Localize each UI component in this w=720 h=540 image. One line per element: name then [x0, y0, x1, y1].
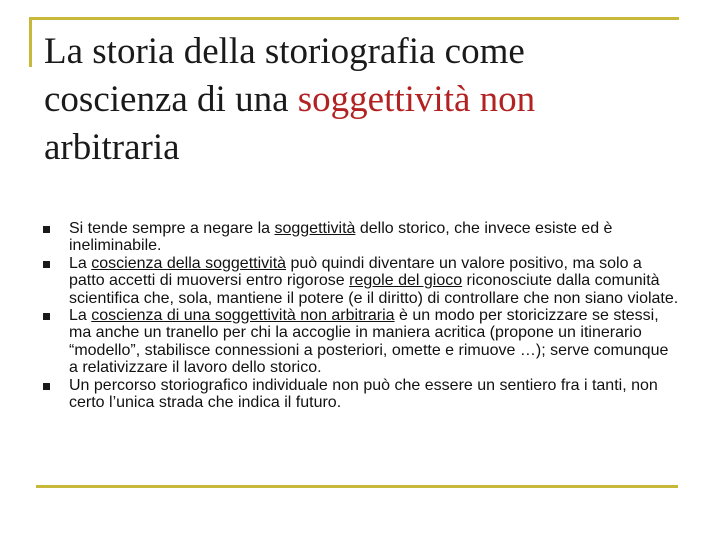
square-bullet-icon: [43, 261, 50, 268]
bullet-item: [40, 255, 680, 307]
bullet-text: riconosciute dalla comunità scientifica che, sola, mantiene il potere (e il diritto) di controllare che non siano violate.: [69, 272, 679, 307]
title-highlight: soggettività non: [297, 79, 536, 120]
slide-title: [44, 28, 684, 172]
bullet-item: [40, 307, 680, 377]
bullet-text: Si tende sempre a negare la: [69, 220, 275, 237]
top-rule: [29, 17, 679, 20]
left-rule: [29, 17, 32, 67]
bullet-text: La: [69, 254, 92, 272]
bullet-text: La: [69, 307, 92, 325]
title-line-3: arbitraria: [44, 127, 180, 168]
square-bullet-icon: [43, 226, 50, 233]
bullet-underlined-text: coscienza di una soggettività non arbitraria: [91, 307, 395, 325]
bullet-underlined-text: coscienza della soggettività: [91, 254, 287, 272]
square-bullet-icon: [43, 313, 50, 320]
square-bullet-icon: [43, 383, 50, 390]
bullet-text: è un modo per storicizzare se stessi, ma anche un tranello per chi la accoglie in maniera acritica (propone un itinerario “modello”, stabilisce connessioni a posteriori, omette e rimuove …); serve comunque a relativizzare il lavoro dello storico.: [69, 307, 669, 377]
bottom-rule: [36, 485, 678, 488]
bullet-text: Un percorso storiografico individuale non può che essere un sentiero fra i tanti, non certo l’unica strada che indica il futuro.: [69, 376, 658, 412]
bullet-item: [40, 220, 680, 255]
bullet-underlined-text: regole del gioco: [349, 272, 463, 290]
bullet-underlined-text: soggettività: [274, 220, 356, 237]
title-line-1: La storia della storiografia come: [44, 31, 525, 72]
bullet-list: [40, 220, 680, 411]
bullet-item: [40, 377, 680, 412]
bullet-text: dello storico, che invece esiste ed è ineliminabile.: [69, 220, 613, 255]
title-line-2: coscienza di una: [44, 79, 298, 120]
bullet-text: può quindi diventare un valore positivo, ma solo a patto accetti di muoversi entro rigorose: [69, 254, 642, 290]
